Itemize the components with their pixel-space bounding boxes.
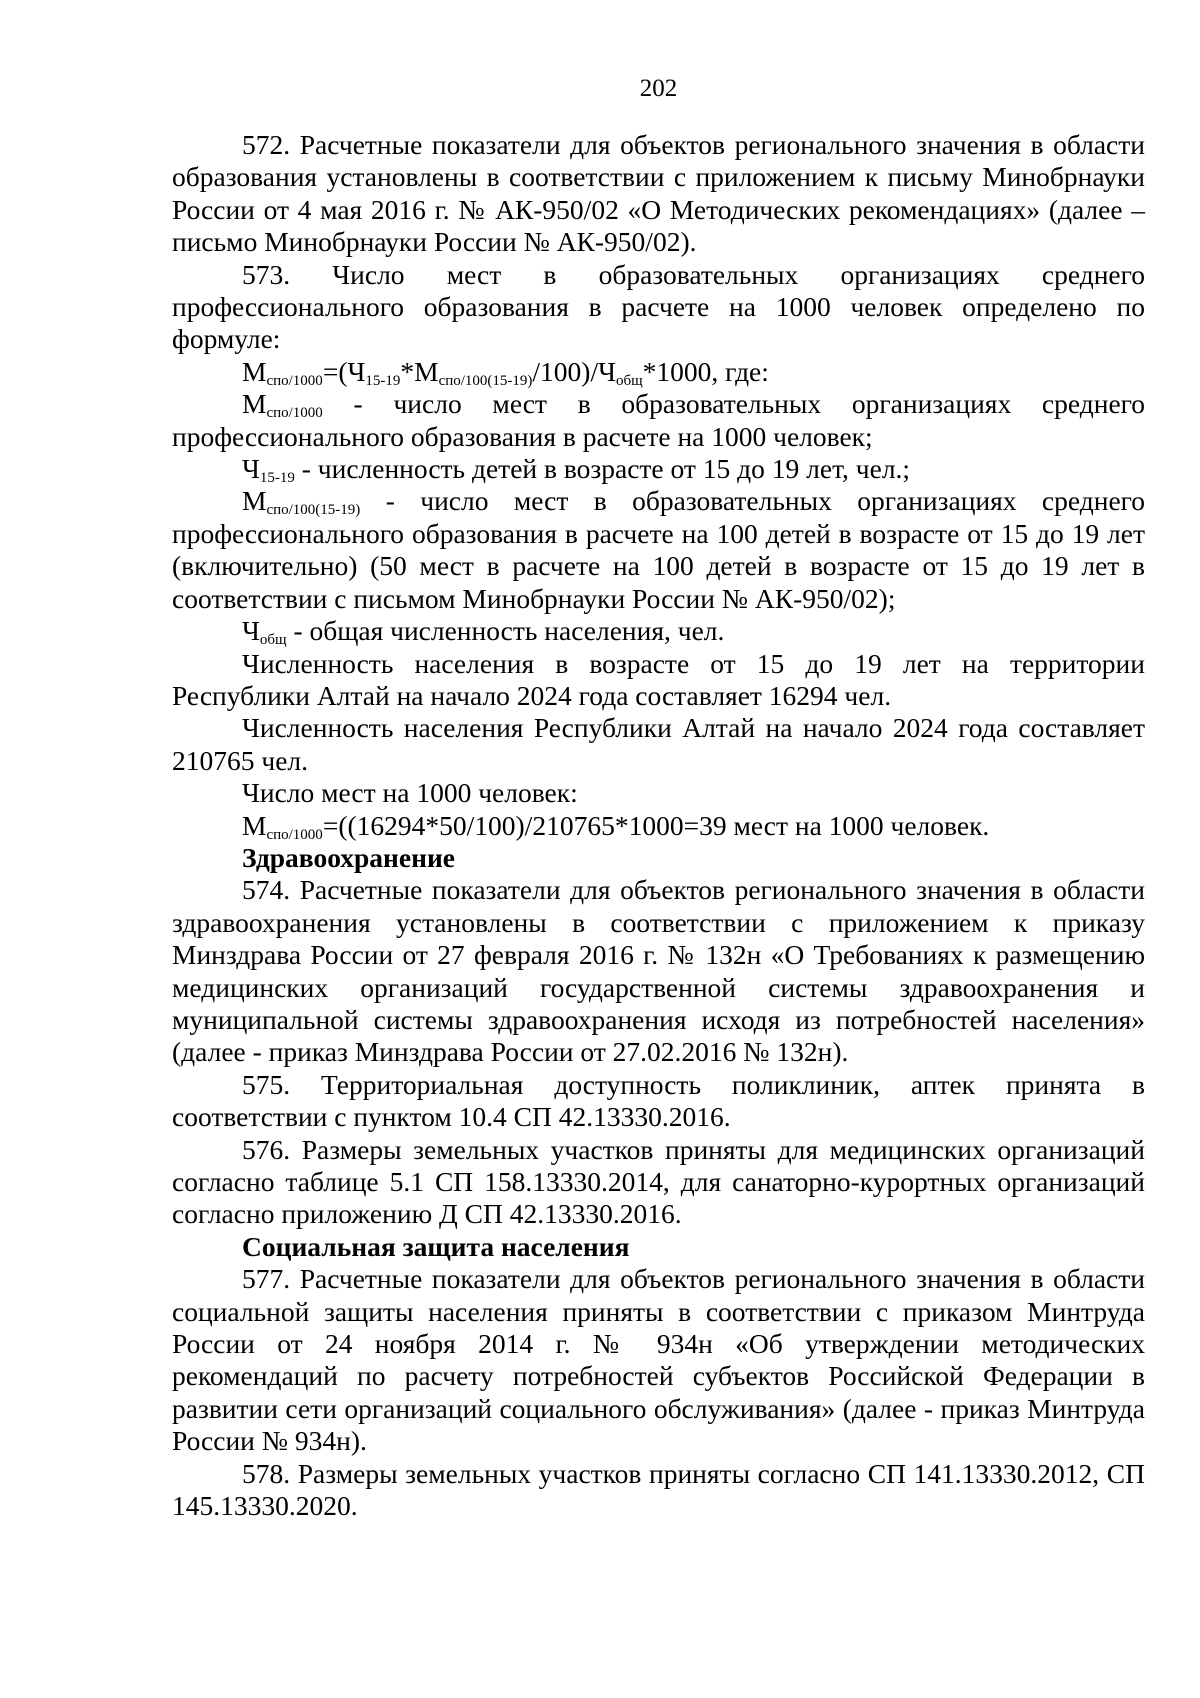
definition-symbol: М	[242, 485, 267, 517]
paragraph-578: 578. Размеры земельных участков приняты согласно СП 141.13330.2012, СП 145.13330.2020.	[172, 1457, 1145, 1522]
formula-symbol: М	[242, 355, 267, 387]
paragraph-population-15-19: Численность населения в возрасте от 15 до 19 лет на территории Республики Алтай на начало 2024 года составляет 16294 чел.	[172, 647, 1145, 711]
formula-places-per-1000	[172, 356, 1145, 388]
heading-health: Здравоохранение	[242, 841, 456, 873]
document-body	[172, 129, 1145, 1522]
definition-text: - число мест в образовательных организациях среднего профессионального образования в расчете на 1000 человек;	[172, 388, 1145, 452]
paragraph-575: 575. Территориальная доступность поликлиник, аптек принята в соответствии с пунктом 10.4 СП 42.13330.2016.	[172, 1068, 1145, 1133]
formula-subscript: спо/1000	[266, 826, 323, 843]
formula-part: =((16294*50/100)/210765*1000=39 мест на 1000 человек.	[322, 809, 990, 841]
paragraph-places-label: Число мест на 1000 человек:	[242, 777, 578, 809]
heading-social-protection: Социальная защита населения	[242, 1230, 630, 1262]
formula-subscript: спо/1000	[266, 372, 323, 389]
definition-ch-15-19	[172, 453, 1145, 485]
formula-subscript: 15-19	[365, 372, 401, 389]
definition-m-spo-1000	[172, 388, 1145, 453]
formula-part: *М	[400, 355, 439, 387]
definition-subscript: общ	[259, 632, 287, 649]
page-number: 202	[639, 75, 678, 102]
definition-m-spo-100	[172, 485, 1145, 615]
formula-part: =(Ч	[322, 355, 366, 387]
document-page	[172, 0, 1145, 1698]
definition-subscript: 15-19	[259, 470, 295, 487]
formula-symbol: М	[242, 809, 267, 841]
definition-ch-obsh	[172, 615, 1145, 647]
paragraph-population-total: Численность населения Республики Алтай на начало 2024 года составляет 210765 чел.	[172, 712, 1145, 776]
formula-subscript: общ	[615, 372, 643, 389]
formula-subscript: спо/100(15-19)	[438, 372, 533, 389]
formula-places-result	[172, 810, 1145, 842]
definition-text: - число мест в образовательных организациях среднего профессионального образования в расчете на 100 детей в возрасте от 15 до 19 лет (включительно) (50 мест в расчете на 100 детей в возрасте от 15 до 19 лет в соответствии с письмом Минобрнауки России № АК-950/02);	[172, 485, 1145, 614]
paragraph-574: 574. Расчетные показатели для объектов регионального значения в области здравоохранения установлены в соответствии с приложением к приказу Минздрава России от 27 февраля 2016 г. № 132н «О Требованиях к размещению медицинских организаций государственной системы здравоохранения и муниципальной системы здравоохранения исходя из потребностей населения» (далее - приказ Минздрава России от 27.02.2016 № 132н).	[172, 874, 1145, 1068]
paragraph-577: 577. Расчетные показатели для объектов регионального значения в области социальной защиты населения приняты в соответствии с приказом Минтруда России от 24 ноября 2014 г. № 934н «Об утверждении методических рекомендаций по расчету потребностей субъектов Российской Федерации в развитии сети организаций социального обслуживания» (далее - приказ Минтруда России № 934н).	[172, 1263, 1145, 1457]
definition-text: - общая численность населения, чел.	[286, 615, 725, 647]
definition-subscript: спо/100(15-19)	[266, 502, 361, 519]
definition-text: - численность детей в возрасте от 15 до 19 лет, чел.;	[294, 453, 911, 485]
definition-symbol: М	[242, 388, 267, 420]
formula-part: *1000, где:	[642, 355, 769, 387]
paragraph-573: 573. Число мест в образовательных организациях среднего профессионального образования в расчете на 1000 человек определено по формуле:	[172, 258, 1145, 355]
definition-symbol: Ч	[242, 615, 260, 647]
paragraph-572: 572. Расчетные показатели для объектов регионального значения в области образования установлены в соответствии с приложением к письму Минобрнауки России от 4 мая 2016 г. № АК-950/02 «О Методических рекомендациях» (далее – письмо Минобрнауки России № АК-950/02).	[172, 129, 1145, 258]
formula-part: /100)/Ч	[532, 355, 616, 387]
paragraph-576: 576. Размеры земельных участков приняты для медицинских организаций согласно таблице 5.1 СП 158.13330.2014, для санаторно-курортных организаций согласно приложению Д СП 42.13330.2016.	[172, 1133, 1145, 1230]
definition-symbol: Ч	[242, 453, 260, 485]
definition-subscript: спо/1000	[266, 405, 323, 422]
